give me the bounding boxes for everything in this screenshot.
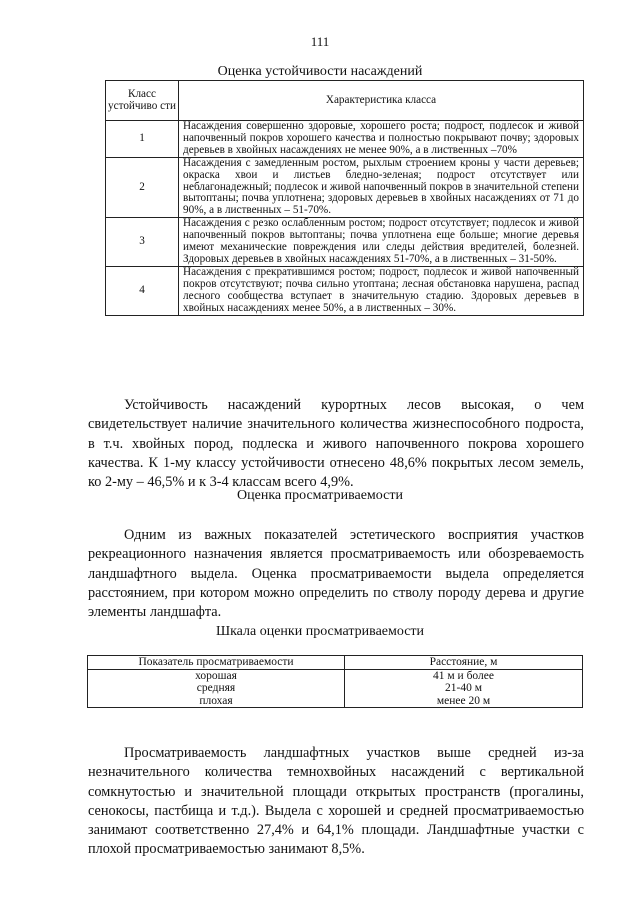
distance-cell: менее 20 м: [345, 695, 583, 708]
stability-description-header: Характеристика класса: [179, 81, 584, 121]
stability-description-cell: Насаждения с прекратившимся ростом; подрост, подлесок и живой напочвенный покров отсутствуют; почва сильно утоптана; лесная обстановка нарушена, распад лесного сообщества вступает в значительную стадию. Здоровых деревьев в хвойных насаждениях менее 50%, а в лиственных – 30%.: [179, 266, 584, 315]
table-row: [88, 669, 583, 682]
stability-table: [105, 80, 584, 316]
stability-class-header: Класс устойчиво сти: [106, 81, 179, 121]
stability-description-cell: Насаждения с резко ослабленным ростом; подрост отсутствует; подлесок и живой напочвенный покров вытоптаны; почва уплотнена еще больше; многие деревья имеют механические повреждения или следы действия вредителей, болезней. Здоровых деревьев в хвойных насаждениях 51-70%, а в лиственных – 31-50%.: [179, 218, 584, 267]
stability-class-cell: 2: [106, 157, 179, 218]
page-number: 111: [310, 34, 330, 49]
indicator-cell: хорошая: [88, 669, 345, 682]
stability-class-cell: 4: [106, 266, 179, 315]
stability-class-cell: 3: [106, 218, 179, 267]
indicator-cell: плохая: [88, 695, 345, 708]
visibility-table: [87, 655, 583, 708]
visibility-paragraph: Одним из важных показателей эстетического восприятия участков рекреационного назначения является просматриваемость или обозреваемость ландшафтного выдела. Оценка просматриваемости выдела определяется расстоянием, при котором можно определить по стволу породу дерева и другие элементы ландшафта.: [88, 527, 584, 621]
indicator-cell: средняя: [88, 682, 345, 695]
visibility-table-title: Шкала оценки просматриваемости: [215, 624, 425, 639]
visibility-summary-paragraph: Просматриваемость ландшафтных участков выше средней из-за незначительного количества темнохвойных насаждений с вертикальной сомкнутостью и значительной площади открытых пространств (прогалины, сенокосы, пастбища и т.д.). Выдела с хорошей и средней просматриваемостью занимают соответственно 27,4% и 64,1% площади. Ландшафтные участки с плохой просматриваемостью занимают 8,5%.: [88, 745, 584, 858]
table-row: [106, 266, 584, 315]
table-row: [88, 695, 583, 708]
table-row: [106, 218, 584, 267]
distance-cell: 41 м и более: [345, 669, 583, 682]
table-row: [106, 157, 584, 218]
table-row: [106, 121, 584, 158]
visibility-table-header-row: [88, 656, 583, 670]
stability-class-cell: 1: [106, 121, 179, 158]
stability-table-header-row: [106, 81, 584, 121]
stability-description-cell: Насаждения совершенно здоровые, хорошего роста; подрост, подлесок и живой напочвенный покров хорошего качества и полностью покрывают почву; здоровых деревьев в хвойных насаждениях не менее 90%, а в лиственных –70%: [179, 121, 584, 158]
distance-header: Расстояние, м: [345, 656, 583, 670]
stability-description-cell: Насаждения с замедленным ростом, рыхлым строением кроны у части деревьев; окраска хвои и листьев бледно-зеленая; подрост отсутствует или неблагонадежный; подлесок и живой напочвенный покров в значительной степени вытоптаны; почва уплотнена; здоровых деревьев в хвойных насаждениях от 71 до 90%, а в лиственных – 51-70%.: [179, 157, 584, 218]
indicator-header: Показатель просматриваемости: [88, 656, 345, 670]
stability-paragraph: Устойчивость насаждений курортных лесов высокая, о чем свидетельствует наличие значительного количества жизнеспособного подроста, в т.ч. хвойных пород, подлеска и живого напочвенного покрова хорошего качества. К 1-му классу устойчивости отнесено 48,6% покрытых лесом земель, ко 2-му – 46,5% и к 3-4 классам всего 4,9%.: [88, 397, 584, 491]
table-row: [88, 682, 583, 695]
stability-table-title: Оценка устойчивости насаждений: [217, 64, 423, 79]
distance-cell: 21-40 м: [345, 682, 583, 695]
section-title: Оценка просматриваемости: [237, 488, 403, 503]
